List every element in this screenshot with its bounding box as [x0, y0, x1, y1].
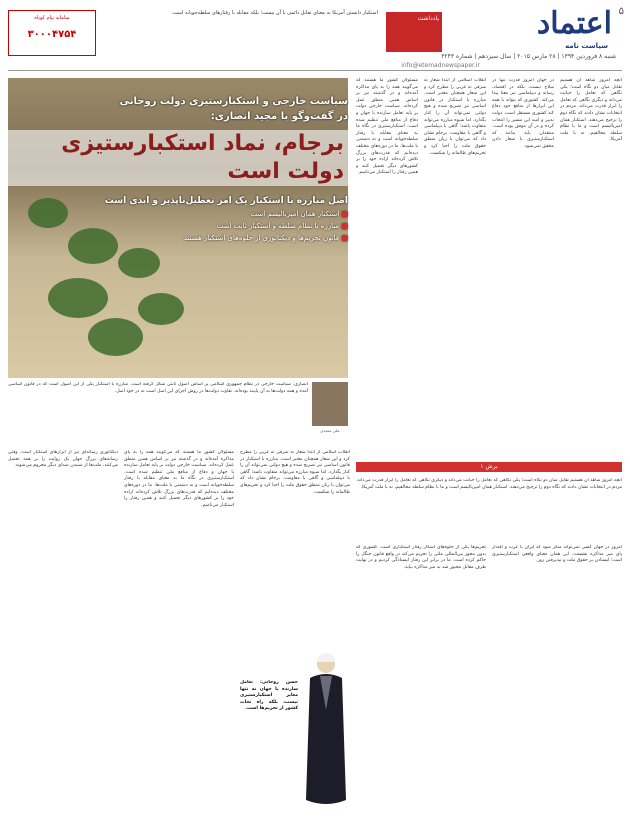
pull-quote: آنچه امروز شاهد آن هستیم تقابل میان دو نگاه است؛ یکی نگاهی که تعامل را خیانت می‌داند و دیگری نگاهی که تعامل را ابزار قدرت می‌داند. مردم در انتخابات نشان دادند که نگاه دوم را ترجیح می‌دهند. استکبار همان امپریالیسم است و ما با نظام سلطه مخالفیم، نه با ملت آمریکا. — [356, 478, 622, 490]
article-column: در جهان امروز قدرت تنها در سلاح نیست، بلکه در اقتصاد، رسانه و دیپلماسی نیز معنا پیدا می‌کند. کشوری که بتواند با همه این ابزارها از منافع خود دفاع کند کشوری مستقل است. دولت تدبیر و امید این مسیر را انتخاب کرده و در آن موفق بوده است. منتقدان باید بدانند که استکبارستیزی با شعار دادن محقق نمی‌شود. — [492, 78, 554, 149]
main-headline: برجام، نماد استکبارستیزی دولت است — [8, 130, 348, 186]
dateline: شنبه ۸ فروردین ۱۳۹۴ | ۲۸ مارس ۲۰۱۵ | سال سیزدهم | شماره ۳۲۴۳ — [441, 53, 616, 60]
bullet-point: ■ قانون تحریم‌ها و دیکتاتوری از جلوه‌های استکبار هستند — [8, 234, 348, 242]
header-teaser: استکبار دانستن آمریکا به معنای تقابل دائمی با آن نیست؛ بلکه مقابله با رفتارهای سلطه‌جویانه است. — [171, 10, 378, 16]
article-column: آنچه امروز شاهد آن هستیم تقابل میان دو نگاه است؛ یکی نگاهی که تعامل را خیانت می‌داند و دیگری نگاهی که تعامل را ابزار قدرت می‌داند. مردم در انتخابات نشان دادند که نگاه دوم را ترجیح می‌دهند. استکبار همان امپریالیسم است و ما با نظام سلطه مخالفیم، نه با ملت آمریکا. — [560, 78, 622, 143]
article-column: مسئولان کشور ما هستند که می‌گویند همه را به پای مذاکره آمده‌اند و در گذشته نیز بر اساس همین منطق عمل کرده‌اند. سیاست خارجی دولت بر پایه تعامل سازنده با جهان و دفاع از منافع ملی تنظیم شده است. استکبارستیزی در نگاه ما به معنای مقابله با رفتار سلطه‌جویانه است و نه دشمنی با ملت‌ها. ما در دوره‌های مختلف دیده‌ایم که قدرت‌های بزرگ تلاش کرده‌اند اراده خود را بر کشورهای دیگر تحمیل کنند و همین رفتار را استکبار می‌نامیم. — [124, 450, 234, 508]
author-photo — [312, 382, 348, 426]
article-column: انقلاب اسلامی از ابتدا شعار نه شرقی نه غربی را مطرح کرد و این شعار همچنان معتبر است. مبارزه با استکبار در قانون اساسی نیز تصریح شده و هیچ دولتی نمی‌تواند آن را کنار بگذارد. اما شیوه مبارزه می‌تواند متفاوت باشد؛ گاهی با دیپلماسی و گاهی با مقاومت. برجام نشان داد که می‌توان با زبان منطق حقوق ملت را احیا کرد و تحریم‌های ظالمانه را شکست. — [240, 450, 350, 495]
header-divider — [8, 70, 622, 71]
site-email: info@etemadnewspaper.ir — [401, 62, 480, 69]
kicker-interview: در گفت‌وگو با مجید انصاری: — [210, 111, 348, 122]
article-column: امروز در جهان کسی نمی‌تواند منکر شود که ایران با عزت و اقتدار پای میز مذاکره نشست. این همان معنای واقعی استکبارستیزی است؛ ایستادن بر حقوق ملت و نپذیرفتن زور. — [492, 545, 622, 564]
article-column: انقلاب اسلامی از ابتدا شعار نه شرقی نه غربی را مطرح کرد و این شعار همچنان معتبر است. مبارزه با استکبار در قانون اساسی نیز تصریح شده و هیچ دولتی نمی‌تواند آن را کنار بگذارد. اما شیوه مبارزه می‌تواند متفاوت باشد؛ گاهی با دیپلماسی و گاهی با مقاومت. برجام نشان داد که می‌توان با زبان منطق حقوق ملت را احیا کرد و تحریم‌های ظالمانه را شکست. — [424, 78, 486, 156]
article-column: تحریم‌ها یکی از جلوه‌های آشکار رفتار استکباری است. کشوری که بدون مجوز بین‌المللی ملتی را تحریم می‌کند در واقع قانون جنگل را حاکم کرده است. ما در برابر این رفتار ایستادگی کردیم و در نهایت طرف مقابل مجبور شد به میز مذاکره بیاید. — [356, 545, 486, 570]
section-bar: برش ۱ — [356, 462, 622, 472]
sms-number: ۳۰۰۰۴۷۵۴ — [27, 29, 77, 40]
section-title: سیاست نامه — [565, 42, 608, 50]
lead-headline-block — [8, 96, 348, 242]
plant-leaf — [48, 278, 108, 318]
page-number: ۵ — [618, 6, 624, 17]
kicker: سیاست خارجی و استکبارستیزی دولت روحانی — [119, 96, 348, 107]
photo-caption: حسن روحانی: تعامل سازنده با جهان نه تنها مغایر استکبارستیزی نیست، بلکه راه نجات کشور از تحریم‌ها است. — [240, 680, 298, 712]
author-name: علی مجیدی — [320, 428, 340, 433]
article-column: مسئولان کشور ما هستند که می‌گویند همه را به پای مذاکره آمده‌اند و در گذشته نیز بر اساس همین منطق عمل کرده‌اند. سیاست خارجی دولت بر پایه تعامل سازنده با جهان و دفاع از منافع ملی تنظیم شده است. استکبارستیزی در نگاه ما به معنای مقابله با رفتار سلطه‌جویانه است و نه دشمنی با ملت‌ها. ما در دوره‌های مختلف دیده‌ایم که قدرت‌های بزرگ تلاش کرده‌اند اراده خود را بر کشورهای دیگر تحمیل کنند و همین رفتار را استکبار می‌نامیم. — [356, 78, 418, 176]
article-column: دیکتاتوری رسانه‌ای نیز از ابزارهای استکبار است. وقتی رسانه‌های بزرگ جهان یک روایت را بر همه تحمیل می‌کنند، ملت‌ها از شنیدن صدای دیگر محروم می‌شوند. — [8, 450, 118, 469]
logo-text: اعتماد — [536, 6, 612, 41]
intro-text: انصاری: سیاست خارجی در نظام جمهوری اسلامی بر اساس اصول ثابتی شکل گرفته است. مبارزه با استکبار یکی از این اصول است که در قانون اساسی آمده و همه دولت‌ها به آن پایبند بوده‌اند. تفاوت دولت‌ها در روش اجرای این اصل است نه در خود اصل. — [8, 382, 308, 394]
subhead: اصل مبارزه با استکبار یک امر تعطیل‌ناپذیر و ابدی است — [104, 196, 348, 206]
newspaper-logo — [522, 6, 612, 46]
bullet-point: ■ استکبار همان امپریالیسم است — [8, 210, 348, 218]
president-figure — [298, 650, 353, 810]
plant-leaf — [88, 318, 143, 356]
sms-box — [8, 10, 96, 56]
red-tag: یادداشت — [386, 12, 442, 52]
plant-leaf — [118, 248, 160, 278]
plant-leaf — [138, 293, 184, 325]
bullet-point: ■ مبارزه با نظام سلطه و استکبار ثابت است — [8, 222, 348, 230]
sms-title: سامانه پیام کوتاه — [34, 15, 70, 21]
